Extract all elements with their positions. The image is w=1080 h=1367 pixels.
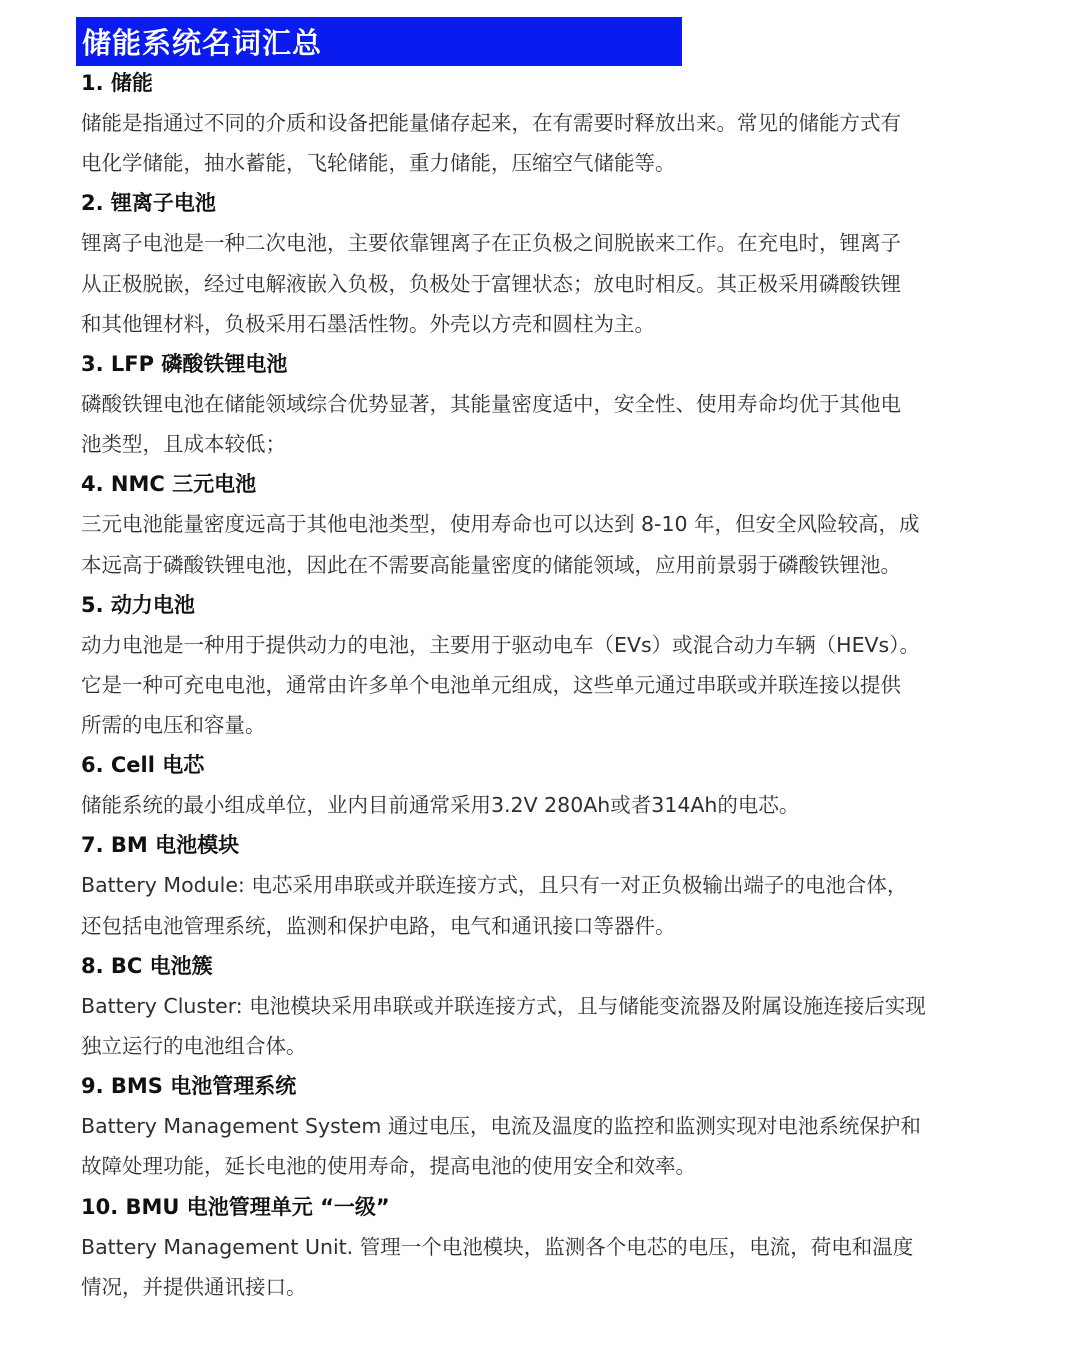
description-line: Battery Module: 电芯采用串联或并联连接方式，且只有一对正负极输出端子的电池合体， bbox=[81, 873, 908, 898]
term-heading: 6. Cell 电芯 bbox=[81, 753, 205, 778]
description-line: 储能是指通过不同的介质和设备把能量储存起来，在有需要时释放出来。常见的储能方式有 bbox=[81, 111, 901, 135]
term-heading: 7. BM 电池模块 bbox=[81, 833, 240, 858]
description-line: 独立运行的电池组合体。 bbox=[81, 1034, 307, 1058]
description-line: Battery Management Unit. 管理一个电池模块，监测各个电芯的电压，电流，荷电和温度 bbox=[81, 1234, 914, 1259]
description-line: 还包括电池管理系统，监测和保护电路，电气和通讯接口等器件。 bbox=[81, 913, 676, 938]
description-line: 储能系统的最小组成单位，业内目前通常采用3.2V 280Ah或者314Ah的电芯。 bbox=[81, 793, 800, 818]
description-line: 从正极脱嵌，经过电解液嵌入负极，负极处于富锂状态；放电时相反。其正极采用磷酸铁锂 bbox=[81, 271, 901, 296]
term-description bbox=[81, 865, 1021, 945]
term-description bbox=[81, 1106, 1021, 1186]
glossary-term bbox=[81, 946, 1021, 1066]
glossary-term bbox=[81, 1066, 1021, 1186]
term-heading: 9. BMS 电池管理系统 bbox=[81, 1074, 297, 1099]
term-heading: 8. BC 电池簇 bbox=[81, 953, 213, 978]
term-heading: 1. 储能 bbox=[81, 71, 153, 95]
description-line: 池类型，且成本较低； bbox=[81, 432, 286, 457]
page-title: 储能系统名词汇总 bbox=[82, 26, 323, 60]
term-description bbox=[81, 384, 1021, 464]
description-line: 锂离子电池是一种二次电池，主要依靠锂离子在正负极之间脱嵌来工作。在充电时，锂离子 bbox=[81, 231, 901, 256]
glossary-term bbox=[81, 1187, 1021, 1307]
term-heading: 4. NMC 三元电池 bbox=[81, 472, 257, 497]
term-description bbox=[81, 103, 1021, 183]
glossary-term bbox=[81, 585, 1021, 746]
glossary-content bbox=[81, 63, 1021, 1307]
term-description bbox=[81, 223, 1021, 344]
description-line: Battery Cluster: 电池模块采用串联或并联连接方式，且与储能变流器及附属设施连接后实现 bbox=[81, 993, 926, 1018]
term-description bbox=[81, 504, 1021, 584]
description-line: Battery Management System 通过电压，电流及温度的监控和监测实现对电池系统保护和 bbox=[81, 1114, 921, 1139]
glossary-term bbox=[81, 464, 1021, 584]
glossary-term bbox=[81, 183, 1021, 344]
description-line: 故障处理功能，延长电池的使用寿命，提高电池的使用安全和效率。 bbox=[81, 1154, 696, 1179]
term-heading: 2. 锂离子电池 bbox=[81, 191, 216, 216]
glossary-term bbox=[81, 63, 1021, 183]
description-line: 本远高于磷酸铁锂电池，因此在不需要高能量密度的储能领域，应用前景弱于磷酸铁锂池。 bbox=[81, 552, 901, 577]
glossary-term bbox=[81, 825, 1021, 945]
glossary-term bbox=[81, 344, 1021, 464]
title-bar bbox=[76, 17, 682, 66]
term-heading: 3. LFP 磷酸铁锂电池 bbox=[81, 351, 288, 376]
term-heading: 10. BMU 电池管理单元 “一级” bbox=[81, 1194, 390, 1219]
description-line: 所需的电压和容量。 bbox=[81, 713, 266, 738]
description-line: 三元电池能量密度远高于其他电池类型，使用寿命也可以达到 8-10 年，但安全风险较高，成 bbox=[81, 512, 920, 537]
description-line: 动力电池是一种用于提供动力的电池，主要用于驱动电车（EVs）或混合动力车辆（HEVs）。 bbox=[81, 632, 920, 657]
term-description bbox=[81, 625, 1021, 746]
description-line: 电化学储能，抽水蓄能，飞轮储能，重力储能，压缩空气储能等。 bbox=[81, 151, 676, 176]
term-description bbox=[81, 986, 1021, 1066]
description-line: 和其他锂材料，负极采用石墨活性物。外壳以方壳和圆柱为主。 bbox=[81, 311, 655, 336]
description-line: 磷酸铁锂电池在储能领域综合优势显著，其能量密度适中，安全性、使用寿命均优于其他电 bbox=[81, 391, 901, 416]
term-description bbox=[81, 785, 1021, 825]
term-description bbox=[81, 1227, 1021, 1307]
glossary-term bbox=[81, 745, 1021, 825]
description-line: 它是一种可充电电池，通常由许多单个电池单元组成，这些单元通过串联或并联连接以提供 bbox=[81, 672, 901, 697]
description-line: 情况，并提供通讯接口。 bbox=[81, 1274, 307, 1299]
term-heading: 5. 动力电池 bbox=[81, 592, 195, 617]
